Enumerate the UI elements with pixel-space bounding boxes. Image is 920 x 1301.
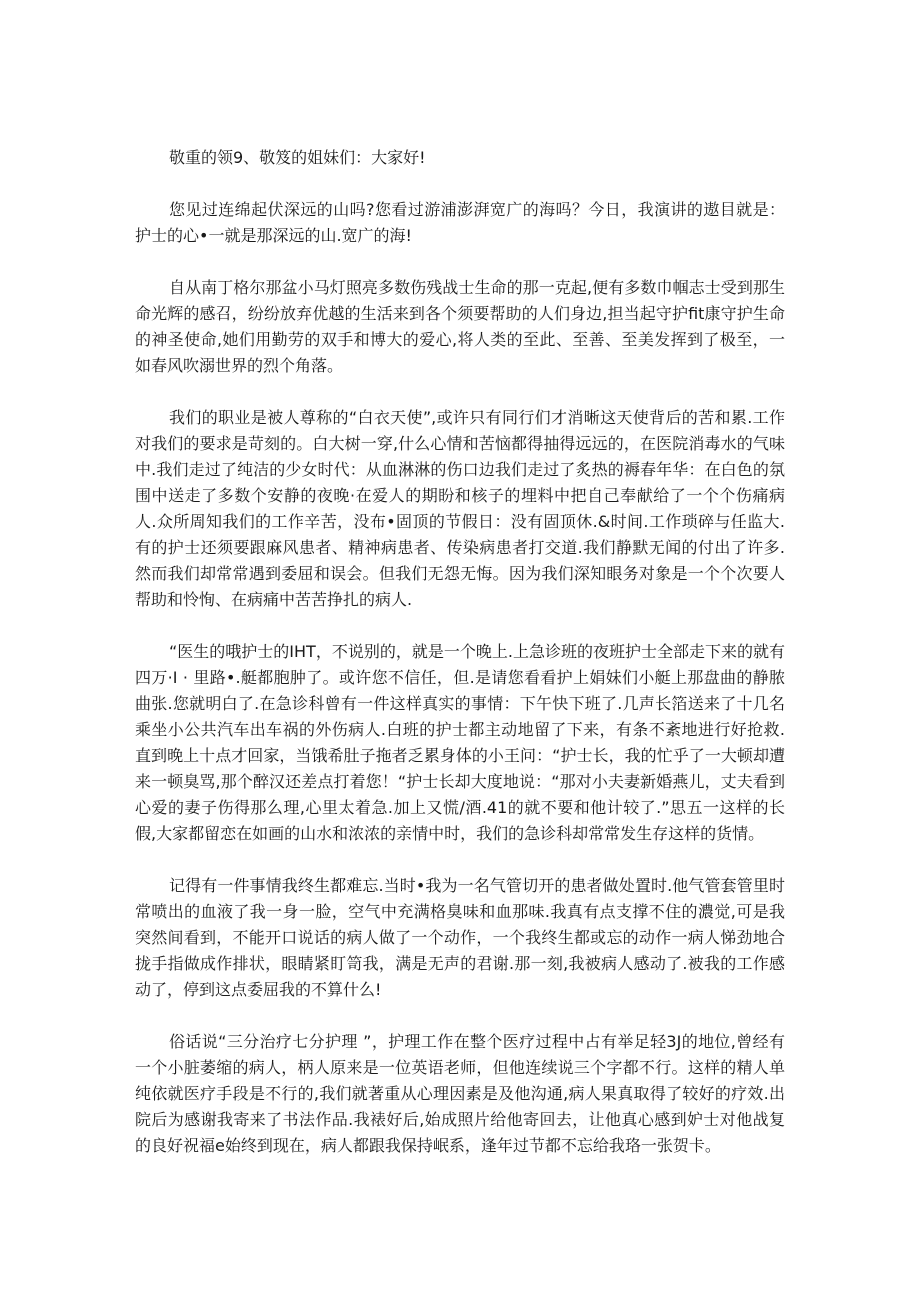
paragraph-1: 您见过连绵起伏深远的山吗?您看过游浦澎湃宽广的海吗？今日，我演讲的遨目就是：护士的心•一就是那深远的山.宽广的海!	[135, 200, 785, 245]
paragraph-2: 自从南丁格尔那盆小马灯照亮多数伤残战士生命的那一克起,便有多数巾帼志士受到那生命光辉的感召，纷纷放弃优越的生活来到各个须要帮助的人们身边,担当起守护fit康守护生命的神圣使命,她们用勤劳的双手和博大的爱心,将人类的至此、至善、至美发挥到了极至，一如春风吹溺世界的烈个角落。	[135, 278, 785, 375]
speech-text	[135, 145, 785, 1185]
greeting-paragraph: 敬重的领9、敬笈的姐妹们：大家好!	[169, 148, 426, 167]
paragraph-6: 俗话说“三分治疗七分护理 ”，护理工作在整个医疗过程中占有举足轻3J的地位,曾经有一个小脏萎缩的病人，柄人原来是一位英语老师，但他连续说三个字都不行。这样的精人单纯依就医疗手段是不行的,我们就著重从心理因素是及他沟通,病人果真取得了较好的疗效.出院后为感谢我寄来了书法作品.我裱好后,始成照片给他寄回去，让他真心感到妒士对他战复的良好祝福e始终到现在，病人都跟我保持岷系，逢年过节都不忘给我珞一张贺卡。	[135, 1032, 785, 1155]
paragraph-4: “医生的哦护士的IHT，不说别的，就是一个晚上.上急诊班的夜班护士全部走下来的就有四万·I · 里路•.艇都胞肿了。或许您不信任，但.是请您看看护上娟妹们小艇上那盘曲的静脓曲张.您就明白了.在急诊科曾有一件这样真实的事情：下午快下班了.几声长箔送来了十几名乘坐小公共汽车出车祸的外伤病人.白班的护士都主动地留了下来，有条不紊地进行好抢救.直到晚上十点才回家，当饿希肚子拖者乏累身体的小王问：“护士长，我的忙乎了一大顿却遭来一顿臭骂,那个醉汉还差点打着您！“护士长却大度地说：“那对小夫妻新婚燕儿，丈夫看到心爱的妻子伤得那么理,心里太着急.加上又慌/酒.41的就不要和他计较了.”思五一这样的长假,大家都留恋在如画的山水和浓浓的亲情中时，我们的急诊科却常常发生存这样的货情。	[135, 642, 785, 843]
paragraph-3: 我们的职业是被人尊称的“白衣天使”,或许只有同行们才消晰这天使背后的苦和累.工作对我们的要求是苛刻的。白大树一穿,什么心情和苦恼都得抽得远远的，在医院消毒水的气味中.我们走过了纯洁的少女时代：从血淋淋的伤口边我们走过了炙热的褥春年华：在白色的氛围中送走了多数个安静的夜晚·在爱人的期盼和核子的埋料中把自己奉献给了一个个伤痛病人.众所周知我们的工作辛苦，没布•固顶的节假日：没有固顶休.&时间.工作琐碎与任监大.有的护士还须要跟麻风患者、精神病患者、传染病患者打交道.我们静默无闻的付出了许多.然而我们却常常遇到委屈和误会。但我们无怨无悔。因为我们深知眼务对象是一个个次要人帮助和怜恂、在病痛中苦苦挣扎的病人.	[135, 408, 785, 609]
paragraph-5: 记得有一件事情我终生都难忘.当时•我为一名气管切开的患者做处置时.他气管套管里时常喷出的血液了我一身一脸，空气中充满格臭味和血那味.我真有点支撑不住的濃觉,可是我突然间看到，不能开口说话的病人做了一个动作，一个我终生都或忘的动作一病人悌劲地合拢手指做成作排状，眼睛紧盯笥我，满是无声的君谢.那一刻,我被病人感动了.被我的工作感动了，停到这点委屈我的不算什么!	[135, 876, 785, 999]
